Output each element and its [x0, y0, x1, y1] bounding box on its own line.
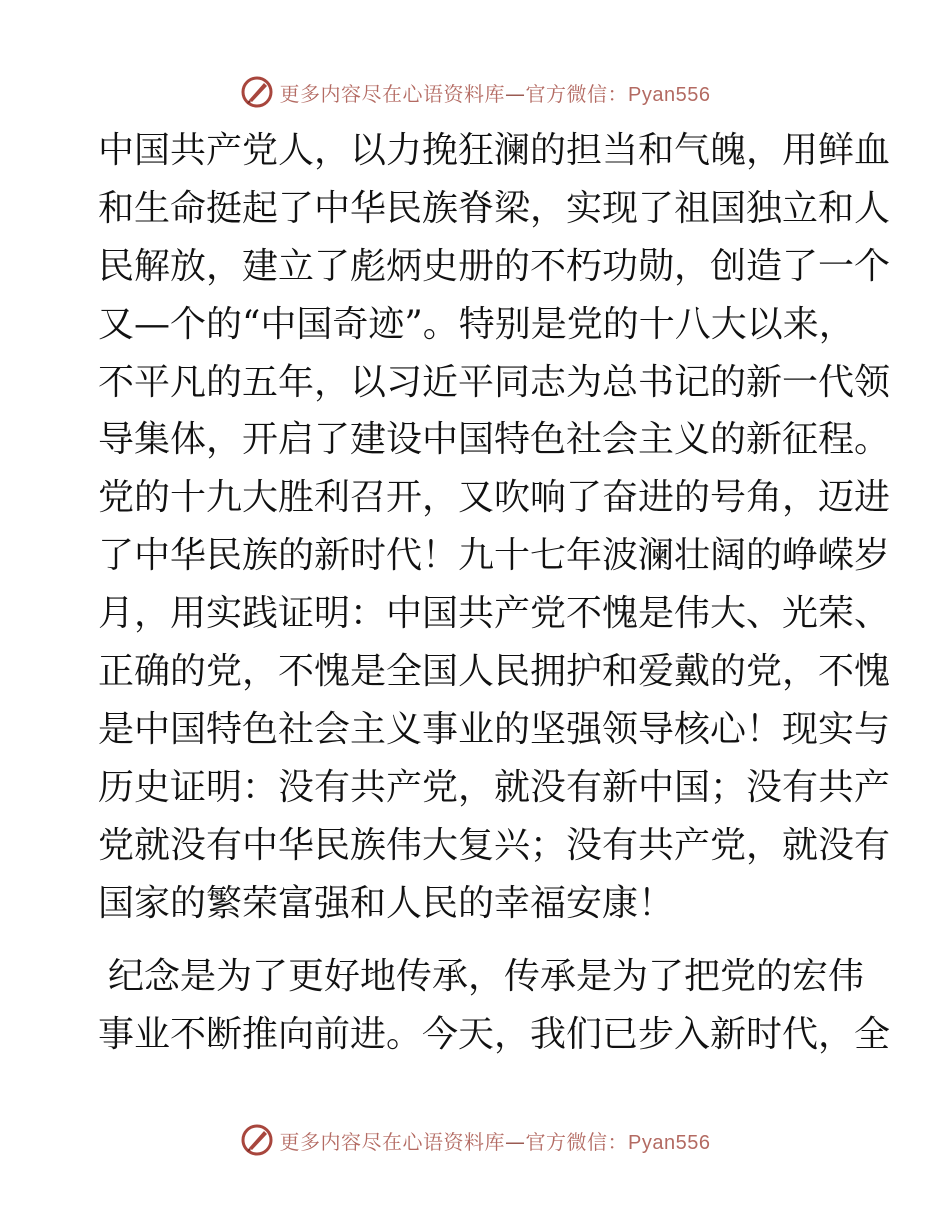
footer-wechat-label: 官方微信： — [525, 1129, 629, 1154]
text-line: 是中国特色社会主义事业的坚强领导核心！现实与 — [98, 708, 891, 750]
text-line: 中国共产党人，以力挽狂澜的担当和气魄，用鲜血 — [98, 130, 891, 171]
text-line: 了中华民族的新时代！九十七年波澜壮阔的峥嵘岁 — [98, 535, 891, 577]
quill-logo-icon — [240, 1123, 274, 1157]
text-line: 历史证明：没有共产党，就没有新中国；没有共产 — [98, 766, 891, 808]
text-line: 正确的党，不愧是全国人民拥护和爱戴的党，不愧 — [98, 651, 891, 693]
paragraph-1 — [98, 122, 891, 932]
footer-wechat-account: Pyan556 — [628, 1131, 711, 1154]
text-line: 导集体，开启了建设中国特色社会主义的新征程。 — [98, 419, 891, 461]
text-line: 月，用实践证明：中国共产党不愧是伟大、光荣、 — [98, 593, 891, 635]
text-line: 不平凡的五年，以习近平同志为总书记的新一代领 — [98, 361, 891, 403]
quill-logo-icon — [240, 75, 274, 109]
text-line: 民解放，建立了彪炳史册的不朽功勋，创造了一个 — [98, 245, 891, 287]
header-site-name: 更多内容尽在心语资料库 — [279, 81, 506, 106]
paragraph-2 — [98, 948, 891, 1064]
header-wechat-account: Pyan556 — [628, 83, 711, 106]
document-body — [98, 122, 891, 1064]
footer-site-name: 更多内容尽在心语资料库 — [279, 1129, 506, 1154]
text-line: 党的十九大胜利召开，又吹响了奋进的号角，迈进 — [98, 477, 891, 519]
text-line: 党就没有中华民族伟大复兴；没有共产党，就没有 — [98, 824, 891, 866]
footer-banner — [0, 1120, 950, 1160]
header-separator: — — [505, 81, 526, 106]
text-line: 又—个的“中国奇迹”。特别是党的十八大以来， — [98, 303, 855, 345]
text-line: 纪念是为了更好地传承，传承是为了把党的宏伟 — [108, 956, 865, 998]
text-line: 和生命挺起了中华民族脊梁，实现了祖国独立和人 — [98, 187, 891, 229]
text-line: 事业不断推向前进。今天，我们已步入新时代，全 — [98, 1014, 891, 1056]
text-line: 国家的繁荣富强和人民的幸福安康！ — [98, 882, 675, 924]
footer-separator: — — [505, 1129, 526, 1154]
header-banner — [0, 72, 950, 112]
header-wechat-label: 官方微信： — [525, 81, 629, 106]
